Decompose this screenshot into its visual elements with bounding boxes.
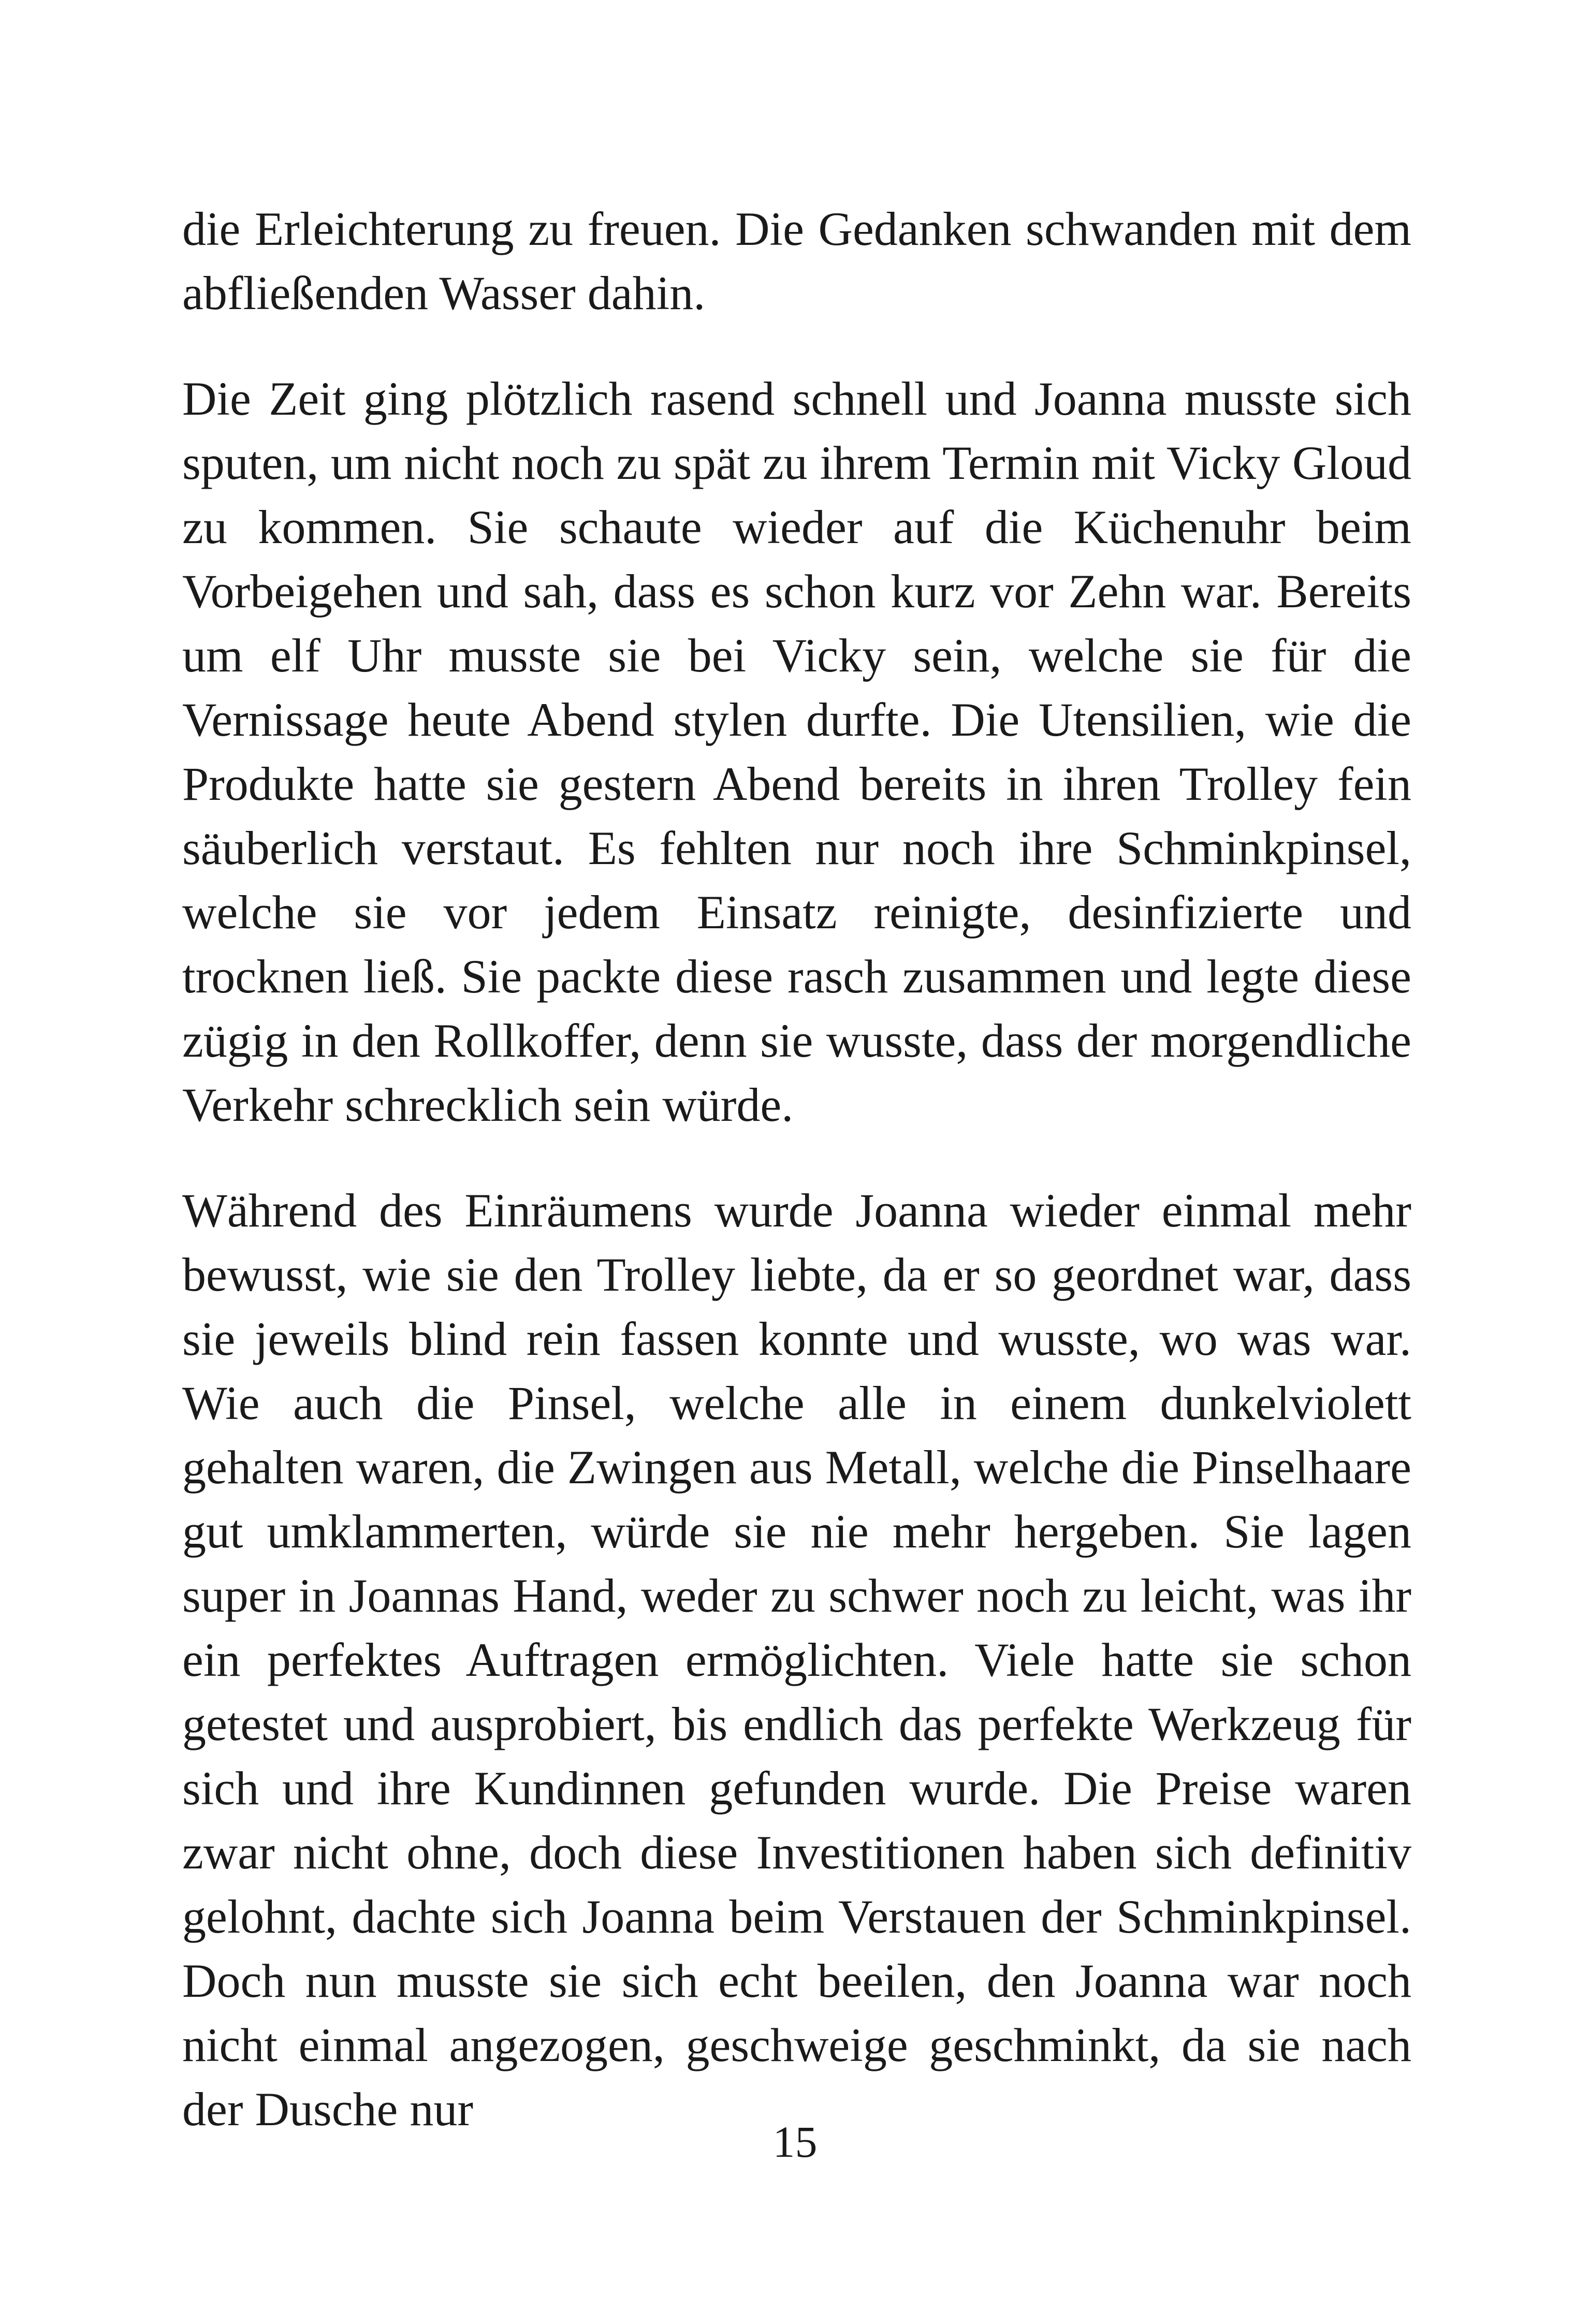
paragraph-1: die Erleichterung zu freuen. Die Gedanken schwanden mit dem abfließenden Wasser dahin. — [182, 202, 1411, 319]
paragraph-2: Die Zeit ging plötzlich rasend schnell und Joanna musste sich sputen, um nicht noch zu spät zu ihrem Termin mit Vicky Gloud zu kommen. Sie schaute wieder auf die Küchenuhr beim Vorbeigehen und sah, dass es schon kurz vor Zehn war. Bereits um elf Uhr musste sie bei Vicky sein, welche sie für die Vernissage heute Abend stylen durfte. Die Utensilien, wie die Produkte hatte sie gestern Abend bereits in ihren Trolley fein säuberlich verstaut. Es fehlten nur noch ihre Schminkpinsel, welche sie vor jedem Einsatz reinigte, desinfizierte und trocknen ließ. Sie packte diese rasch zusammen und legte diese zügig in den Rollkoffer, denn sie wusste, dass der morgendliche Verkehr schrecklich sein würde. — [182, 372, 1411, 1131]
body-text — [182, 197, 1411, 2183]
page-number: 15 — [772, 2117, 818, 2167]
paragraph-3: Während des Einräumens wurde Joanna wieder einmal mehr bewusst, wie sie den Trolley liebte, da er so geordnet war, dass sie jeweils blind rein fassen konnte und wusste, wo was war. Wie auch die Pinsel, welche alle in einem dunkelviolett gehalten waren, die Zwingen aus Metall, welche die Pinselhaare gut umklammerten, würde sie nie mehr hergeben. Sie lagen super in Joannas Hand, weder zu schwer noch zu leicht, was ihr ein perfektes Auftragen ermöglichten. Viele hatte sie schon getestet und ausprobiert, bis endlich das perfekte Werkzeug für sich und ihre Kundinnen gefunden wurde. Die Preise waren zwar nicht ohne, doch diese Investitionen haben sich definitiv gelohnt, dachte sich Joanna beim Verstauen der Schminkpinsel. Doch nun musste sie sich echt beeilen, den Joanna war noch nicht einmal angezogen, geschweige geschminkt, da sie nach der Dusche nur — [182, 1184, 1411, 2136]
